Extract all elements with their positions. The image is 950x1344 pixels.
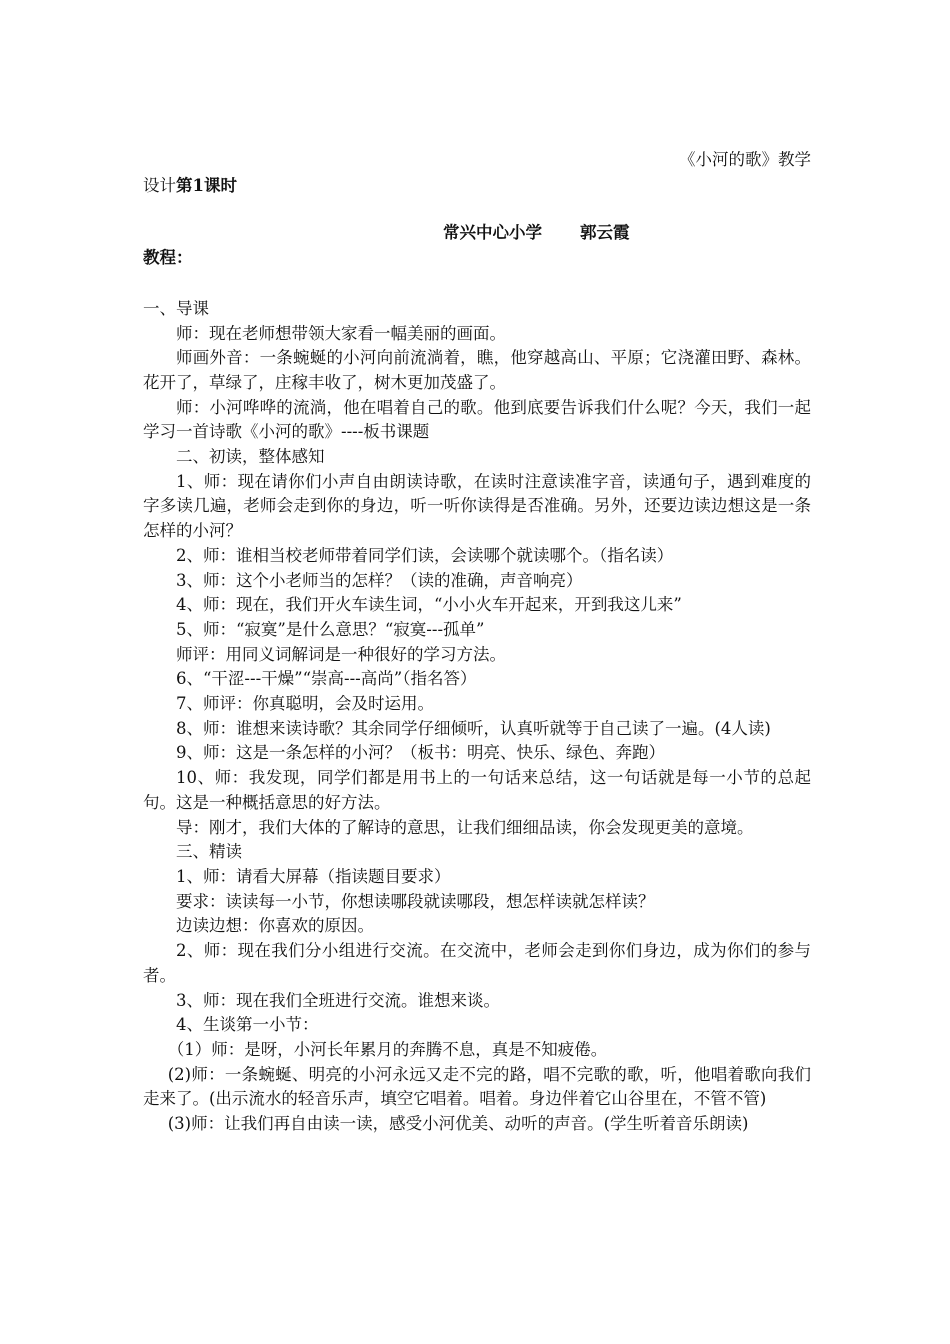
paragraph: 2、师：谁相当校老师带着同学们读，会读哪个就读哪个。（指名读） [176, 545, 674, 565]
paragraph: 7、师评：你真聪明，会及时运用。 [176, 694, 434, 714]
paragraph: 师评：用同义词解词是一种很好的学习方法。 [176, 644, 506, 664]
paragraph: 6、“干涩---干燥”“崇高---高尚”（指名答） [176, 669, 477, 689]
document-body [143, 148, 811, 1137]
paragraph: 1、师：现在请你们小声自由朗读诗歌，在读时注意读准字音，读通句子，遇到难度的字多读几遍，老师会走到你的身边，听一听你读得是否准确。另外，还要边读边想这是一条怎样的小河？ [143, 471, 811, 541]
paragraph: 9、师：这是一条怎样的小河？（板书：明亮、快乐、绿色、奔跑） [176, 743, 665, 763]
paragraph: 3、师：现在我们全班进行交流。谁想来谈。 [176, 990, 500, 1010]
paragraph: 4、师：现在，我们开火车读生词，“小小火车开起来，开到我这儿来” [176, 595, 682, 615]
doc-title-prefix: 设计 [143, 175, 176, 195]
doc-title-lesson: 第1课时 [176, 175, 237, 195]
paragraph: 8、师：谁想来读诗歌？其余同学仔细倾听，认真听就等于自己读了一遍。(4人读) [176, 718, 771, 738]
paragraph: （1）师：是呀，小河长年累月的奔腾不息，真是不知疲倦。 [167, 1039, 608, 1059]
section-heading: 教程： [143, 248, 193, 268]
paragraph: 10、师：我发现，同学们都是用书上的一句话来总结，这一句话就是每一小节的总起句。这是一种概括意思的好方法。 [143, 768, 811, 812]
section-title-intro: 一、导课 [143, 298, 209, 318]
paragraph: 4、生谈第一小节： [176, 1015, 319, 1035]
doc-title-line2 [143, 174, 811, 199]
teacher-name: 郭云霞 [580, 223, 630, 243]
author-line [143, 221, 811, 246]
section-title-first-read: 二、初读，整体感知 [176, 447, 325, 467]
paragraph: 师画外音：一条蜿蜒的小河向前流淌着，瞧，他穿越高山、平原；它浇灌田野、森林。花开了，草绿了，庄稼丰收了，树木更加茂盛了。 [143, 348, 811, 392]
paragraph: 要求：读读每一小节，你想读哪段就读哪段，想怎样读就怎样读？ [176, 891, 655, 911]
paragraph: 边读边想：你喜欢的原因。 [176, 916, 374, 936]
paragraph: 3、师：这个小老师当的怎样？（读的准确，声音响亮） [176, 570, 583, 590]
paragraph: 师：现在老师想带领大家看一幅美丽的画面。 [176, 323, 506, 343]
paragraph: 导：刚才，我们大体的了解诗的意思，让我们细细品读，你会发现更美的意境。 [176, 817, 754, 837]
paragraph: 5、师：“寂寞”是什么意思？“寂寞---孤单” [176, 619, 485, 639]
paragraph: (3)师：让我们再自由读一读，感受小河优美、动听的声音。(学生听着音乐朗读) [167, 1114, 749, 1134]
paragraph: 1、师：请看大屏幕（指读题目要求） [176, 866, 451, 886]
paragraph: 师：小河哗哗的流淌，他在唱着自己的歌。他到底要告诉我们什么呢？今天，我们一起学习一首诗歌《小河的歌》----板书课题 [143, 397, 811, 442]
school-name: 常兴中心小学 [443, 223, 542, 243]
doc-title-line1: 《小河的歌》教学 [679, 150, 811, 169]
paragraph: 2、师：现在我们分小组进行交流。在交流中，老师会走到你们身边，成为你们的参与者。 [143, 941, 811, 985]
paragraph: (2)师：一条蜿蜒、明亮的小河永远又走不完的路，唱不完歌的歌，听，他唱着歌向我们走来了。(出示流水的轻音乐声，填空它唱着。唱着。身边伴着它山谷里在，不管不管) [143, 1064, 811, 1109]
section-title-close-read: 三、精读 [176, 842, 242, 862]
